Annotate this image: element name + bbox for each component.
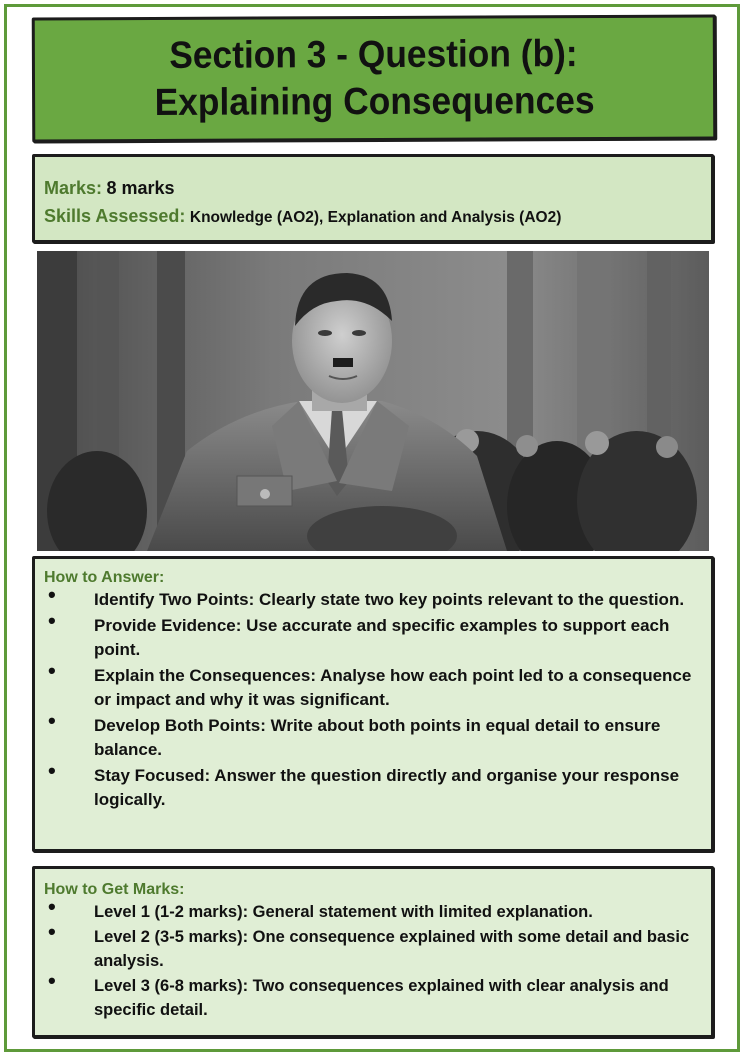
how-to-get-marks-list [44,894,701,1022]
skills-value: Knowledge (AO2), Explanation and Analysis (AO2) [189,209,562,226]
how-to-answer-heading: How to Answer: [44,569,165,586]
marks-value: 8 marks [106,178,175,198]
list-item: • Level 2 (3-5 marks): One consequence explained with some detail and basic analysis. [48,919,690,970]
title-line-2: Explaining Consequences [154,79,595,124]
how-to-get-marks-heading: How to Get Marks: [44,881,185,898]
list-item: • Explain the Consequences: Analyse how each point led to a consequence or impact and why it was significant. [48,658,692,709]
list-item: • Provide Evidence: Use accurate and specific examples to support each point. [48,608,670,659]
info-panel [32,154,714,243]
bullet-icon: • [48,608,56,633]
list-item: • Develop Both Points: Write about both points in equal detail to ensure balance. [48,708,661,759]
list-item: • Level 1 (1-2 marks): General statement with limited explanation. [48,894,593,921]
skills-label: Skills Assessed: [44,206,186,226]
how-to-answer-panel [32,556,714,852]
list-item: • Stay Focused: Answer the question directly and organise your response logically. [48,758,680,809]
title-line-1: Section 3 - Question (b): [169,32,579,77]
historical-photo-icon [37,251,709,551]
bullet-icon: • [48,894,56,919]
list-item: • Identify Two Points: Clearly state two key points relevant to the question. [48,582,685,609]
bullet-icon: • [48,658,56,683]
bullet-icon: • [48,758,56,783]
bullet-icon: • [48,582,56,607]
how-to-answer-list [44,582,701,812]
title-banner [32,15,717,143]
bullet-icon: • [48,708,56,733]
bullet-icon: • [48,919,56,944]
list-item: • Level 3 (6-8 marks): Two consequences explained with clear analysis and specific detail. [48,968,669,1019]
how-to-get-marks-panel [32,866,714,1038]
bullet-icon: • [48,968,56,993]
skills-row [44,203,711,231]
marks-label: Marks: [44,178,103,198]
historical-photo [37,251,709,551]
marks-row [44,175,711,203]
